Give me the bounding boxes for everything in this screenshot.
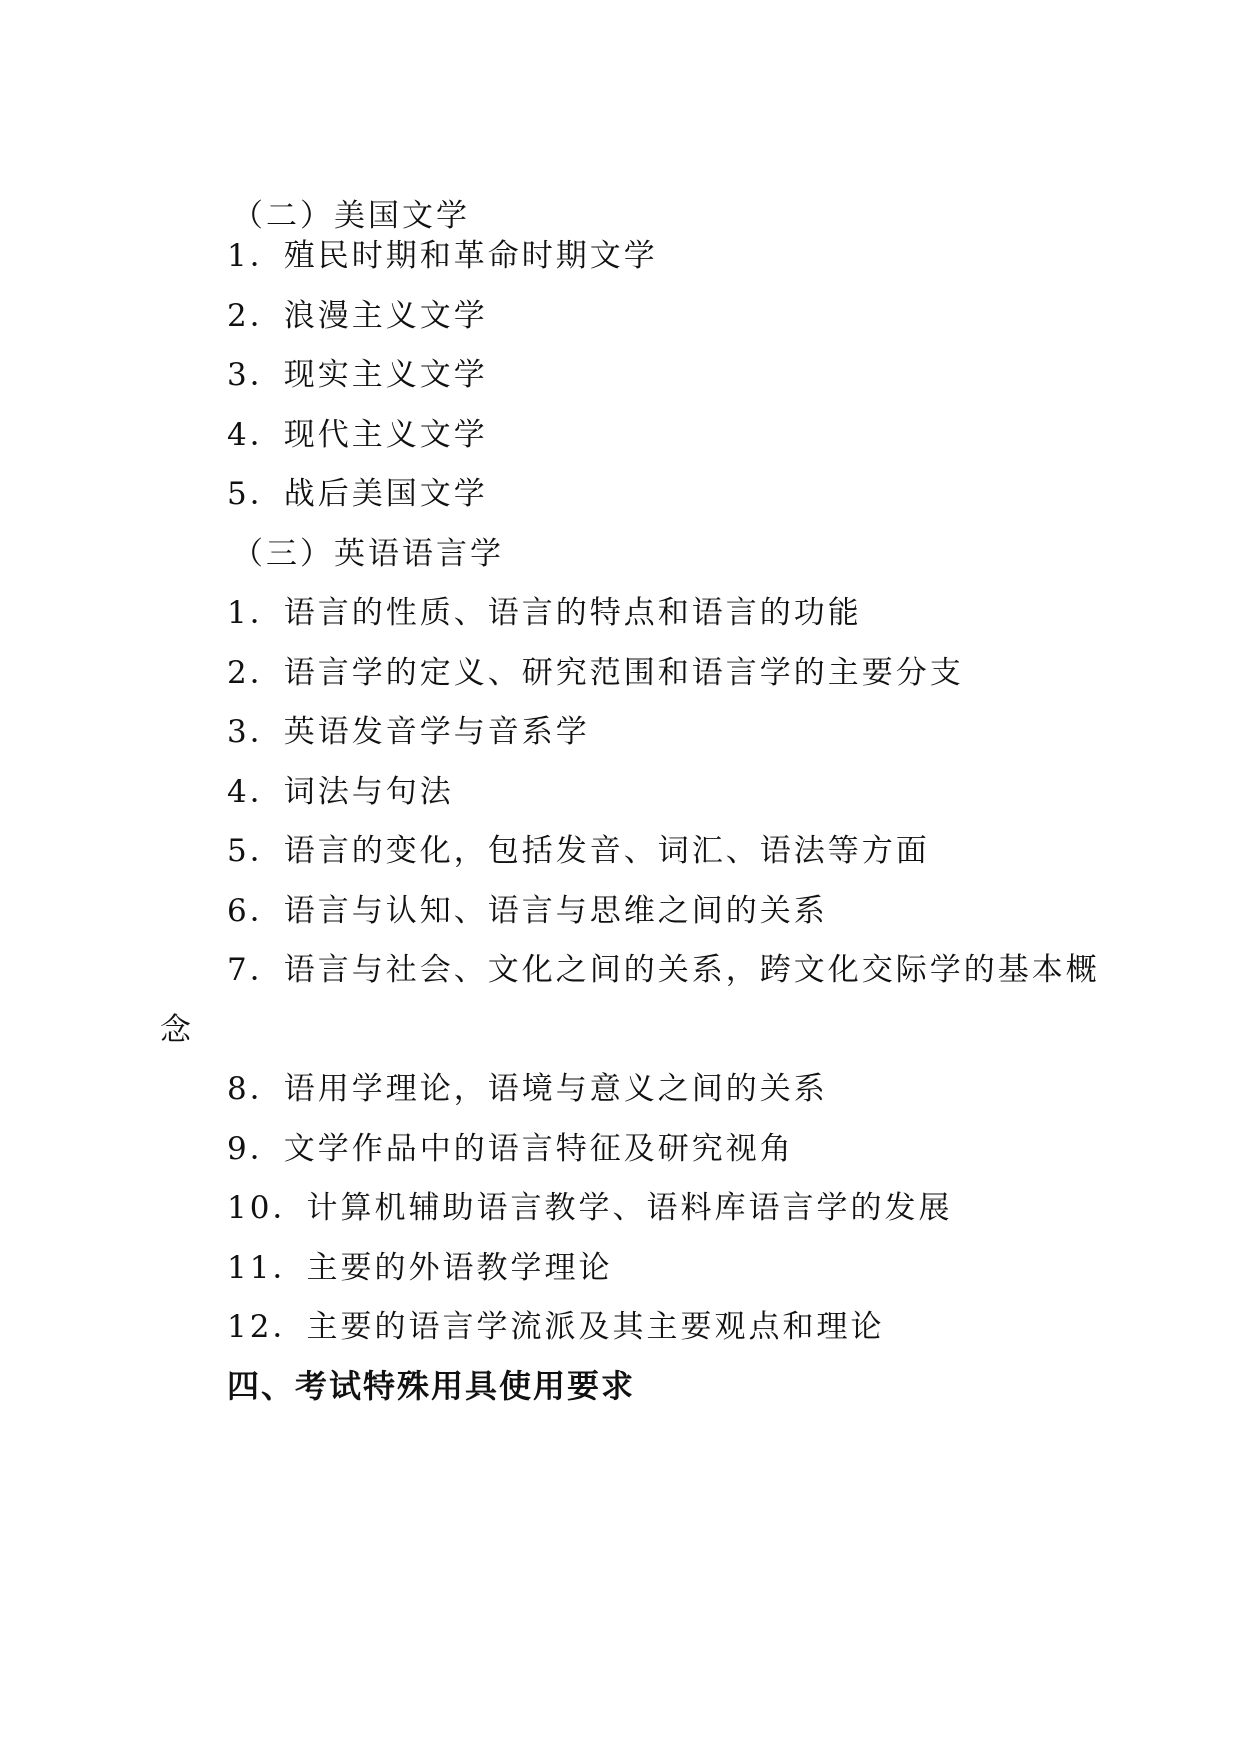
list-item: 6．语言与认知、语言与思维之间的关系 <box>227 893 828 929</box>
list-item: 1．殖民时期和革命时期文学 <box>227 238 658 274</box>
list-item: 4．词法与句法 <box>227 774 454 810</box>
list-item: 4．现代主义文学 <box>227 417 488 453</box>
list-item: 3．英语发音学与音系学 <box>227 714 590 750</box>
list-item: 10．计算机辅助语言教学、语料库语言学的发展 <box>227 1190 953 1226</box>
subsection-heading-english-linguistics: （三）英语语言学 <box>232 536 504 572</box>
list-item: 1．语言的性质、语言的特点和语言的功能 <box>227 595 862 631</box>
list-item: 9．文学作品中的语言特征及研究视角 <box>227 1131 794 1167</box>
list-item: 2．语言学的定义、研究范围和语言学的主要分支 <box>227 655 964 691</box>
list-item: 2．浪漫主义文学 <box>227 298 488 334</box>
list-item: 3．现实主义文学 <box>227 357 488 393</box>
list-item-continuation: 念 <box>160 1012 194 1048</box>
list-item: 11．主要的外语教学理论 <box>227 1250 613 1286</box>
section-heading-exam-tools: 四、考试特殊用具使用要求 <box>227 1367 636 1405</box>
subsection-heading-american-literature: （二）美国文学 <box>232 198 470 234</box>
list-item: 5．语言的变化，包括发音、词汇、语法等方面 <box>227 833 930 869</box>
list-item: 5．战后美国文学 <box>227 476 488 512</box>
list-item: 8．语用学理论，语境与意义之间的关系 <box>227 1071 828 1107</box>
list-item: 7．语言与社会、文化之间的关系，跨文化交际学的基本概 <box>227 952 1100 988</box>
list-item: 12．主要的语言学流派及其主要观点和理论 <box>227 1309 885 1345</box>
